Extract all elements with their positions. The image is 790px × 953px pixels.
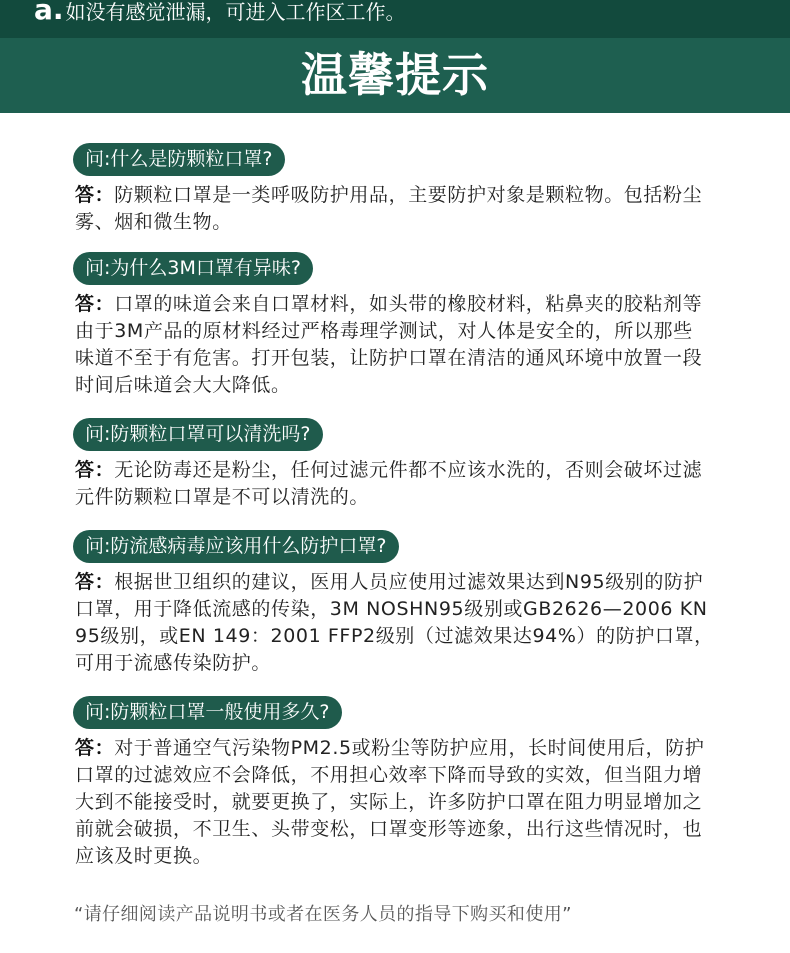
answer-text: 防颗粒口罩是一类呼吸防护用品，主要防护对象是颗粒物。包括粉尘 (114, 184, 703, 206)
answer-line: 时间后味道会大大降低。 (75, 374, 291, 396)
answer-line (75, 569, 735, 596)
answer-label: 答： (75, 459, 115, 481)
question-badge-3: 问:防颗粒口罩可以清洗吗? (73, 418, 323, 451)
answer-line (75, 735, 735, 762)
answer-block-5 (75, 735, 735, 870)
answer-line: 口罩，用于降低流感的传染，3M NOSHN95级别或GB2626—2006 KN (75, 598, 708, 620)
top-notice-strip (0, 0, 790, 38)
answer-text: 对于普通空气污染物PM2.5或粉尘等防护应用，长时间使用后，防护 (114, 737, 705, 759)
answer-block-3 (75, 457, 735, 511)
answer-text: 根据世卫组织的建议，医用人员应使用过滤效果达到N95级别的防护 (114, 571, 704, 593)
usage-notice (34, 0, 406, 27)
answer-line: 前就会破损，不卫生、头带变松，口罩变形等迹象，出行这些情况时，也 (75, 818, 703, 840)
answer-line: 味道不至于有危害。打开包装，让防护口罩在清洁的通风环境中放置一段 (75, 347, 703, 369)
answer-line: 大到不能接受时，就要更换了，实际上，许多防护口罩在阻力明显增加之 (75, 791, 703, 813)
answer-line (75, 457, 735, 484)
answer-block-1 (75, 182, 735, 236)
answer-line: 应该及时更换。 (75, 845, 213, 867)
notice-text: 如没有感觉泄漏，可进入工作区工作。 (65, 0, 406, 24)
answer-block-2 (75, 291, 735, 399)
answer-label: 答： (75, 293, 115, 315)
answer-label: 答： (75, 184, 115, 206)
answer-label: 答： (75, 737, 115, 759)
page-title: 温馨提示 (301, 48, 489, 102)
question-badge-2: 问:为什么3M口罩有异味? (73, 252, 313, 285)
question-badge-4: 问:防流感病毒应该用什么防护口罩? (73, 530, 399, 563)
answer-line: 由于3M产品的原材料经过严格毒理学测试，对人体是安全的，所以那些 (75, 320, 693, 342)
answer-text: 无论防毒还是粉尘，任何过滤元件都不应该水洗的，否则会破坏过滤 (114, 459, 703, 481)
answer-line: 口罩的过滤效应不会降低，不用担心效率下降而导致的实效，但当阻力增 (75, 764, 703, 786)
footer-note: “请仔细阅读产品说明书或者在医务人员的指导下购买和使用” (74, 904, 572, 925)
title-band (0, 38, 790, 113)
answer-line: 元件防颗粒口罩是不可以清洗的。 (75, 486, 370, 508)
answer-label: 答： (75, 571, 115, 593)
question-badge-1: 问:什么是防颗粒口罩? (73, 143, 285, 176)
question-badge-5: 问:防颗粒口罩一般使用多久? (73, 696, 342, 729)
notice-prefix: a. (34, 0, 64, 26)
answer-line: 雾、烟和微生物。 (75, 211, 232, 233)
answer-line (75, 291, 735, 318)
answer-line (75, 182, 735, 209)
answer-line: 95级别，或EN 149：2001 FFP2级别（过滤效果达94%）的防护口罩， (75, 625, 714, 647)
answer-block-4 (75, 569, 735, 677)
answer-line: 可用于流感传染防护。 (75, 652, 272, 674)
answer-text: 口罩的味道会来自口罩材料，如头带的橡胶材料，粘鼻夹的胶粘剂等 (114, 293, 703, 315)
